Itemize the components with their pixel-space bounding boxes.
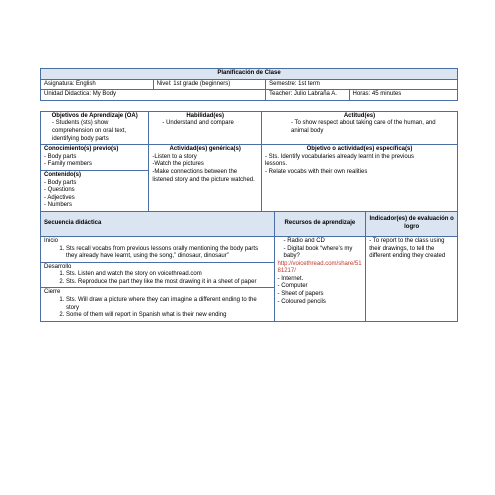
resource-item: - Sheet of papers [278,291,363,299]
generic-activity: -Make connections between the listened story and the picture watched. [152,168,255,183]
resource-item: - Digital book “where’s my baby? [284,246,363,261]
contents-item: - Adjectives [44,195,145,203]
resource-item: - Coloured pencils [278,299,363,307]
resource-item: - Radio and CD [284,238,363,246]
attitudes-title: Actitud(es) [343,112,376,119]
contents-item: - Questions [44,187,145,195]
objectives-table [40,111,458,212]
development-label: Desarrollo [44,263,72,270]
knowledge-cell [41,145,149,212]
generic-activity: -Listen to a story [152,153,197,160]
sequence-title: Secuencia didáctica [41,211,275,236]
subject-cell: Asignatura: English [41,79,154,90]
skills-cell [149,111,262,144]
sequence-table [40,211,458,322]
lesson-plan-document [40,68,458,322]
attitudes-cell [261,111,457,144]
semester-cell: Semestre: 1st term [266,79,458,90]
hours-cell: Horas: 45 minutes [349,90,457,101]
closing-label: Cierre [44,289,61,296]
specific-objective-item: - Relate vocabs with their own realities [264,168,368,175]
start-item: 1. Sts recall vocabs from previous lessons orally mentioning the body parts they already have learnt, using the song,” dinosaur, dinosaur” [66,246,271,261]
generic-activities-cell [149,145,262,212]
teacher-cell: Teacher: Julio Labraña A. [266,90,349,101]
skills-title: Habilidad(es) [186,112,225,119]
voicethread-link[interactable]: http://voicethread.com/share/5181217/ [277,260,362,275]
header-table [40,68,458,101]
contents-item: - Numbers [44,202,145,210]
resource-item: - Computer [278,283,363,291]
oa-item: - Students (sts) show comprehension on oral text, identifying body parts [52,120,145,143]
indicator-title: Indicador(es) de evaluación o logro [366,211,458,236]
prior-knowledge-item: - Family members [44,161,145,169]
contents-item: - Body parts [44,180,145,188]
level-cell: Nivel: 1st grade (beginners) [153,79,266,90]
resource-item: - Internet. [278,276,363,284]
prior-knowledge-item: - Body parts [44,154,145,162]
resources-cell [274,236,366,321]
closing-item: 2. Some of them will report in Spanish what is their new ending [66,312,271,320]
generic-activities-title: Actividad(es) genérica(s) [169,146,241,153]
specific-objective-item: - Sts. Identify vocabularies already learnt in the previous lessons. [264,153,415,168]
development-item: 1. Sts. Listen and watch the story on voicethread.com [66,271,271,279]
start-label: Inicio [44,237,59,244]
oa-cell [41,111,149,144]
prior-knowledge-title: Conocimiento(s) previo(s) [44,146,119,153]
specific-objective-title: Objetivo o actividad(es) específica(s) [306,146,413,153]
development-item: 2. Sts. Reproduce the part they like the most drawing it in a sheet of paper [66,279,271,287]
oa-title: Objetivos de Aprendizaje (OA) [51,112,138,119]
unit-cell: Unidad Didactica: My Body [41,90,266,101]
attitudes-item: - To show respect about taking care of the human, and animal body [291,120,454,135]
closing-item: 1. Sts. Will draw a picture where they can imagine a different ending to the story [66,297,271,312]
skills-item: - Understand and compare [162,120,258,128]
specific-objective-cell [261,145,457,212]
indicator-cell: - To report to the class using their drawings, to tell the different ending they created [366,236,458,321]
generic-activity: -Watch the pictures [152,161,204,168]
resources-title: Recursos de aprendizaje [274,211,366,236]
plan-title: Planificación de Clase [41,69,458,80]
contents-title: Contenido(s) [44,171,81,178]
sequence-body [41,236,275,321]
